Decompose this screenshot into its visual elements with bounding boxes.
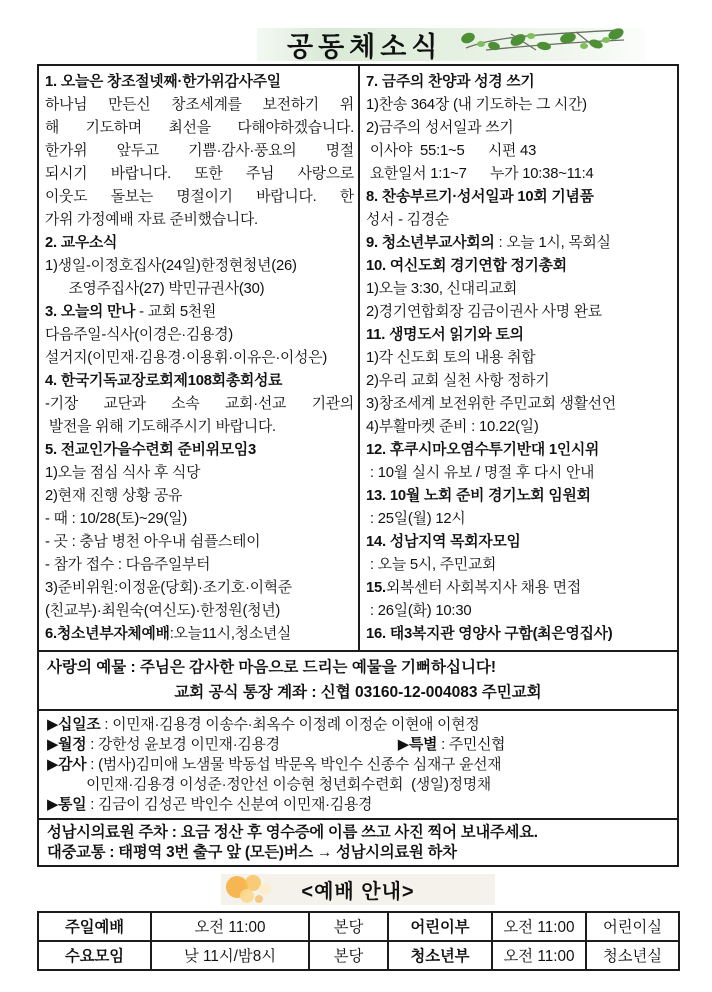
left-column (39, 66, 358, 650)
bulletin-line: 5. 전교인가을수련회 준비위모임3 (45, 442, 257, 458)
transport-box (37, 820, 679, 867)
bulletin-line: 2)금주의 성서일과 쓰기 (366, 120, 514, 136)
bulletin-line: 13. 10월 노회 준비 경기노회 임원회 (366, 488, 591, 504)
bulletin-line: ▶감사 : (범사)김미애 노샘물 박동섭 박문옥 박인수 신종수 심재구 윤선재 (47, 757, 502, 773)
worship-cell: 오전 11:00 (492, 912, 586, 941)
bulletin-line: 3. 오늘의 만나 - 교회 5천원 (45, 304, 217, 320)
bulletin-line: 이민재·김용경 이성준·정안선 이승현 청년회수련회 (생일)정명채 (47, 777, 492, 793)
bulletin-line: : 26일(화) 10:30 (366, 603, 472, 619)
bulletin-line: 10. 여신도회 경기연합 정기총회 (366, 258, 567, 274)
worship-cell: 오전 11:00 (151, 912, 309, 941)
bulletin-line: 8. 찬송부르기·성서일과 10회 기념품 (366, 189, 594, 205)
bulletin-line: 2. 교우소식 (45, 235, 118, 251)
worship-cell: 오전 11:00 (492, 941, 586, 970)
bulletin-line: 발전을 위해 기도해주시기 바랍니다. (45, 419, 276, 435)
title-banner (257, 28, 645, 61)
bulletin-line: - 참가 접수 : 다음주일부터 (45, 557, 211, 573)
right-column (358, 66, 677, 650)
transit-notice: 대중교통 : 태평역 3번 출구 앞 (모든)버스 → 성남시의료원 하차 (47, 843, 457, 861)
bulletin-line: - 때 : 10/28(토)~29(일) (45, 511, 188, 527)
worship-cell: 수요모임 (38, 941, 151, 970)
worship-header-label: <예배 안내> (301, 881, 415, 903)
bulletin-line: 하나님 만든신 창조세계를 보전하기 위 (45, 97, 354, 113)
bulletin-line: 11. 생명도서 읽기와 토의 (366, 327, 524, 343)
page-title: 공동체소식 (287, 32, 443, 62)
bulletin-line: 해 기도하며 최선을 다해야하겠습니다. (45, 120, 354, 136)
bulletin-line: 2)현재 진행 상황 공유 (45, 488, 183, 504)
bulletin-line: 다음주일-식사(이경은·김용경) (45, 327, 234, 343)
bulletin-line: 2)우리 교회 실천 사항 정하기 (366, 373, 550, 389)
bulletin-line: 설거지(이민재·김용경·이용휘·이유은·이성은) (45, 350, 328, 366)
bank-account-info: 교회 공식 통장 계좌 : 신협 03160-12-004083 주민교회 (174, 684, 542, 701)
contributions-box (37, 711, 679, 820)
bulletin-line: ▶십일조 : 이민재·김용경 이송수·최옥수 이정례 이정순 이현애 이현정 (47, 717, 480, 733)
bokeh-decoration-icon (223, 875, 285, 909)
worship-cell: 어린이실 (586, 912, 679, 941)
bulletin-line: 4. 한국기독교장로회제108회총회성료 (45, 373, 283, 389)
offering-message: 사랑의 예물 : 주님은 감사한 마음으로 드리는 예물을 기뻐하십니다! (47, 659, 497, 676)
bulletin-line: 3)창조세계 보전위한 주민교회 생활선언 (366, 396, 616, 412)
worship-table (37, 911, 680, 971)
bulletin-line: ▶월정 : 강한성 윤보경 이민재·김용경 ▶특별 : 주민신협 (47, 737, 506, 753)
bulletin-line: 9. 청소년부교사회의 : 오늘 1시, 목회실 (366, 235, 611, 251)
bulletin-line: 12. 후쿠시마오염수투기반대 1인시위 (366, 442, 600, 458)
bulletin-line: -기장 교단과 소속 교회·선교 기관의 (45, 396, 354, 412)
bulletin-line: 2)경기연합회장 김금이권사 사명 완료 (366, 304, 602, 320)
worship-cell: 청소년실 (586, 941, 679, 970)
bulletin-line: ▶통일 : 김금이 김성곤 박인수 신분여 이민재·김용경 (47, 797, 373, 813)
announcements-box (37, 64, 679, 652)
worship-cell: 주일예배 (38, 912, 151, 941)
bulletin-line: 가위 가정예배 자료 준비했습니다. (45, 212, 258, 228)
bulletin-line: 1)각 신도회 토의 내용 취합 (366, 350, 536, 366)
bulletin-line: 6.청소년부자체예배:오늘11시,청소년실 (45, 626, 292, 642)
worship-cell: 낮 11시/밤8시 (151, 941, 309, 970)
worship-cell: 본당 (309, 941, 388, 970)
parking-notice: 성남시의료원 주차 : 요금 정산 후 영수증에 이름 쓰고 사진 찍어 보내주세요. (47, 824, 538, 841)
bulletin-line: 14. 성남지역 목회자모임 (366, 534, 521, 550)
bulletin-line: 이웃도 돌보는 명절이기 바랍니다. 한 (45, 189, 354, 205)
bulletin-line: : 10월 실시 유보 / 명절 후 다시 안내 (366, 465, 595, 481)
bulletin-line: 이사야 55:1~5 시편 43 (366, 143, 537, 159)
bulletin-line: 1)생일-이정호집사(24일)한정현청년(26) (45, 258, 297, 274)
bulletin-line: 성서 - 김경순 (366, 212, 450, 228)
bulletin-line: : 오늘 5시, 주민교회 (366, 557, 497, 573)
worship-cell: 청소년부 (388, 941, 492, 970)
bulletin-line: 1)찬송 364장 (내 기도하는 그 시간) (366, 97, 587, 113)
table-row (38, 941, 679, 970)
bulletin-line: 3)준비위원:이정윤(당회)·조기호·이혁준 (45, 580, 292, 596)
bulletin-line: 한가위 앞두고 기쁨·감사·풍요의 명절 (45, 143, 354, 159)
bulletin-line: 4)부활마켓 준비 : 10.22(일) (366, 419, 539, 435)
bulletin-line: 요한일서 1:1~7 누가 10:38~11:4 (366, 166, 594, 182)
bulletin-line: 15.외복센터 사회복지사 채용 면접 (366, 580, 581, 596)
bulletin-line: 1)오늘 3:30, 신대리교회 (366, 281, 518, 297)
worship-cell: 본당 (309, 912, 388, 941)
bulletin-line: 7. 금주의 찬양과 성경 쓰기 (366, 74, 535, 90)
table-row (38, 912, 679, 941)
bulletin-line: 조영주집사(27) 박민규권사(30) (45, 281, 265, 297)
bulletin-line: - 곳 : 충남 병천 아우내 쉼플스테이 (45, 534, 261, 550)
offering-box (37, 652, 679, 711)
bulletin-line: : 25일(월) 12시 (366, 511, 466, 527)
bulletin-line: 1)오늘 점심 식사 후 식당 (45, 465, 201, 481)
bulletin-line: 16. 태3복지관 영양사 구함(최은영집사) (366, 626, 613, 642)
worship-cell: 어린이부 (388, 912, 492, 941)
title-row (37, 26, 679, 64)
bulletin-line: 되시기 바랍니다. 또한 주님 사랑으로 (45, 166, 354, 182)
leaf-decoration-icon (456, 26, 626, 61)
bulletin-line: 1. 오늘은 창조절넷째·한가위감사주일 (45, 74, 281, 90)
worship-header (221, 874, 495, 905)
bulletin-line: (친교부)·최원숙(여신도)·한정원(청년) (45, 603, 281, 619)
